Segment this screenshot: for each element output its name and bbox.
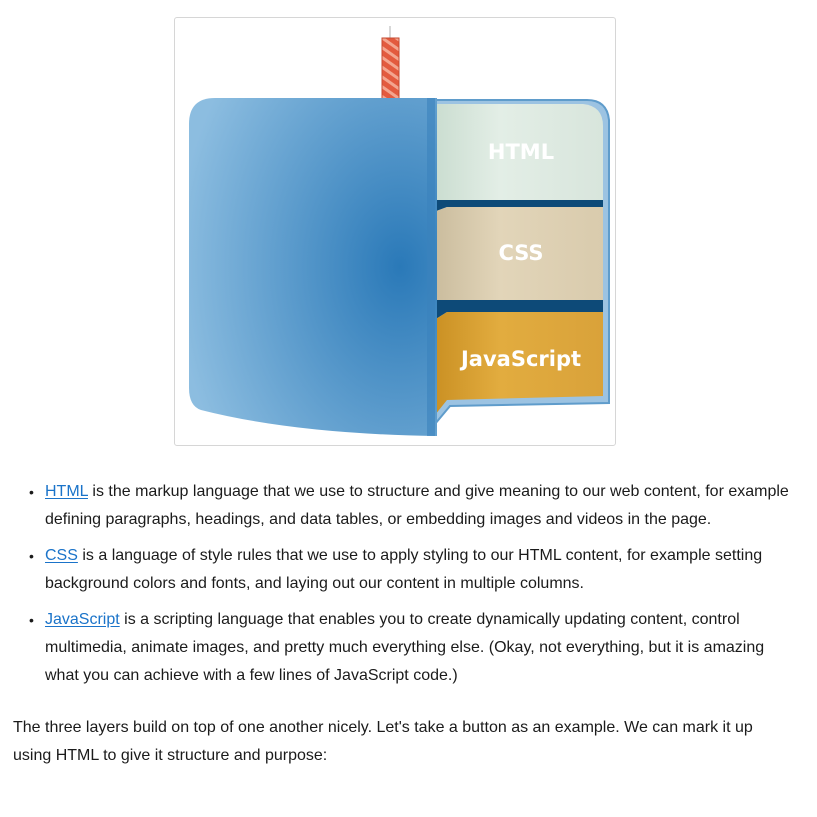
css-link[interactable]: CSS <box>45 547 78 564</box>
list-item-text: is a language of style rules that we use to apply styling to our HTML content, for example setting background colors and fonts, and laying out our content in multiple columns. <box>45 547 763 592</box>
cake-figure <box>174 17 616 446</box>
cake-body <box>189 98 437 436</box>
html-link[interactable]: HTML <box>45 483 88 500</box>
bullet-icon: • <box>29 612 34 628</box>
closing-paragraph: The three layers build on top of one another nicely. Let's take a button as an example. We can mark it up using HTML to give it structure and purpose: <box>13 719 753 764</box>
list-item-html <box>29 478 793 534</box>
list-item-text: is a scripting language that enables you to create dynamically updating content, control multimedia, animate images, and pretty much everything else. (Okay, not everything, but it is amazing what you can achieve with a few lines of JavaScript code.) <box>45 611 765 684</box>
technology-list <box>13 478 793 690</box>
article-content <box>13 478 793 770</box>
list-item-css <box>29 542 793 598</box>
css-layer-label: CSS <box>498 241 544 265</box>
candle-icon <box>382 26 399 100</box>
html-layer-label: HTML <box>487 140 555 164</box>
cake-illustration <box>175 18 615 445</box>
javascript-layer-label: JavaScript <box>460 347 582 371</box>
bullet-icon: • <box>29 484 34 500</box>
list-item-javascript <box>29 606 793 690</box>
list-item-text: is the markup language that we use to structure and give meaning to our web content, for example defining paragraphs, headings, and data tables, or embedding images and videos in the page. <box>45 483 789 528</box>
javascript-link[interactable]: JavaScript <box>45 611 120 628</box>
bullet-icon: • <box>29 548 34 564</box>
